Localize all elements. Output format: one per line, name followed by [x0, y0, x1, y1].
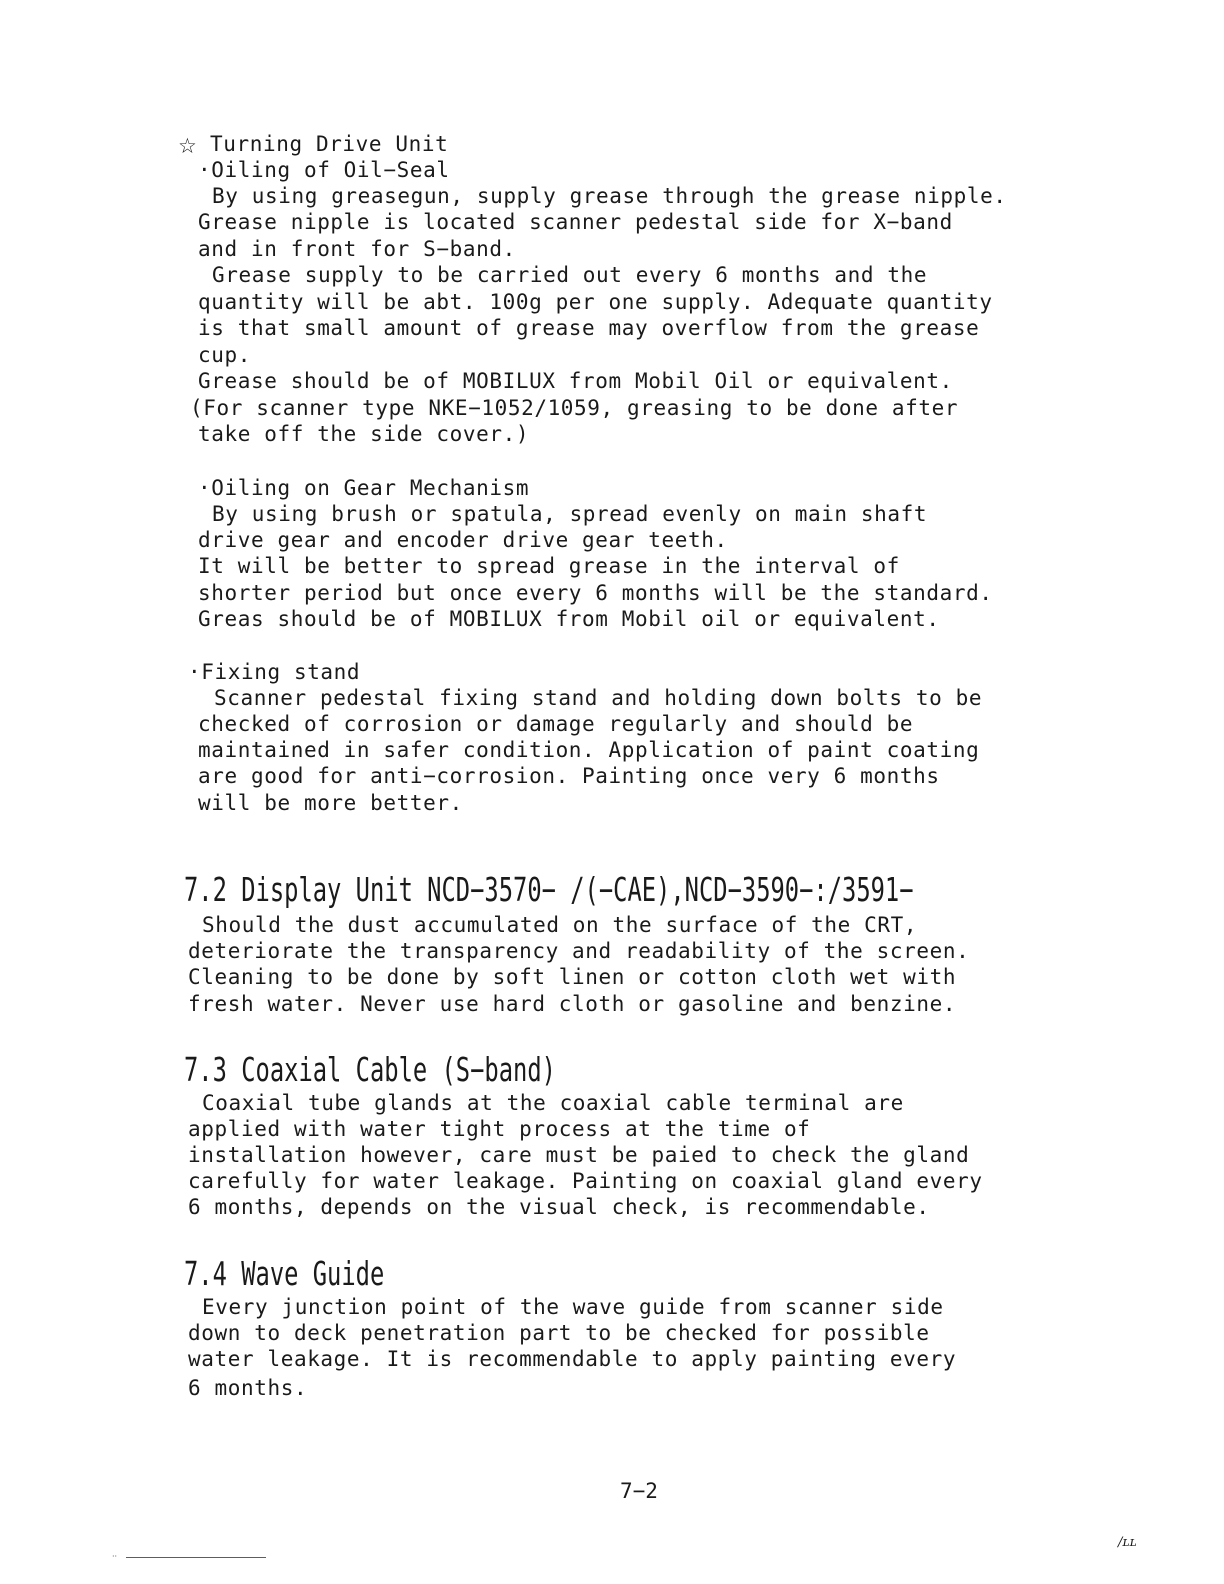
paragraph-line: installation however, care must be paied to check the gland — [188, 1143, 970, 1167]
paragraph-line: checked of corrosion or damage regularly and should be — [198, 712, 914, 736]
paragraph-line: 6 months. — [188, 1376, 308, 1400]
paragraph-line: carefully for water leakage. Painting on coaxial gland every — [188, 1169, 983, 1193]
page-number: 7−2 — [620, 1479, 658, 1503]
footer-mark: ·· — [112, 1552, 118, 1561]
section-title-turning-drive-unit: Turning Drive Unit — [210, 132, 449, 156]
paragraph-line: applied with water tight process at the time of — [188, 1117, 811, 1141]
paragraph-line: shorter period but once every 6 months will be the standard. — [198, 581, 993, 605]
paragraph-line: Greas should be of MOBILUX from Mobil oil or equivalent. — [198, 607, 940, 631]
subheading-fixing-stand: ·Fixing stand — [188, 660, 361, 684]
paragraph-line: Scanner pedestal fixing stand and holding down bolts to be — [214, 686, 983, 710]
paragraph-line: quantity will be abt. 100g per one supply. Adequate quantity — [198, 290, 993, 314]
paragraph-line: maintained in safer condition. Application of paint coating — [198, 738, 980, 762]
paragraph-line: Every junction point of the wave guide from scanner side — [202, 1295, 944, 1319]
paragraph-line: By using brush or spatula, spread evenly on main shaft — [212, 502, 928, 526]
paragraph-line: Should the dust accumulated on the surface of the CRT, — [202, 913, 918, 937]
paragraph-line: Coaxial tube glands at the coaxial cable terminal are — [202, 1091, 904, 1115]
subheading-oiling-oil-seal: ·Oiling of Oil−Seal — [198, 158, 450, 182]
paragraph-line: By using greasegun, supply grease through the grease nipple. — [212, 184, 1007, 208]
star-outline-icon: ☆ — [178, 134, 197, 158]
paragraph-line: cup. — [198, 343, 251, 367]
paragraph-line: are good for anti−corrosion. Painting once very 6 months — [198, 764, 940, 788]
paragraph-line: 6 months, depends on the visual check, is recommendable. — [188, 1195, 930, 1219]
paragraph-line: It will be better to spread grease in the interval of — [198, 554, 900, 578]
section-heading-coaxial-cable: 7.3 Coaxial Cable (S−band) — [184, 1050, 556, 1089]
paragraph-line: is that small amount of grease may overflow from the grease — [198, 316, 980, 340]
paragraph-line: drive gear and encoder drive gear teeth. — [198, 528, 728, 552]
paragraph-line: and in front for S−band. — [198, 237, 516, 261]
footer-rule — [126, 1557, 266, 1558]
paragraph-line: will be more better. — [198, 791, 463, 815]
paragraph-line: deteriorate the transparency and readability of the screen. — [188, 939, 970, 963]
subheading-oiling-gear-mechanism: ·Oiling on Gear Mechanism — [198, 476, 530, 500]
paragraph-line: Grease supply to be carried out every 6 months and the — [212, 263, 928, 287]
paragraph-line: take off the side cover.) — [198, 422, 530, 446]
section-heading-display-unit: 7.2 Display Unit NCD−3570− /(−CAE),NCD−3590−:/3591− — [184, 870, 914, 909]
paragraph-line: Cleaning to be done by soft linen or cotton cloth wet with — [188, 965, 957, 989]
paragraph-line: Grease nipple is located scanner pedestal side for X−band — [198, 210, 953, 234]
paragraph-line: down to deck penetration part to be checked for possible — [188, 1321, 930, 1345]
paragraph-line: (For scanner type NKE−1052/1059, greasing to be done after — [190, 396, 959, 420]
section-heading-wave-guide: 7.4 Wave Guide — [184, 1254, 385, 1293]
paragraph-line: fresh water. Never use hard cloth or gasoline and benzine. — [188, 992, 957, 1016]
paragraph-line: water leakage. It is recommendable to apply painting every — [188, 1347, 957, 1371]
margin-note: /ʟʟ — [1118, 1535, 1137, 1550]
paragraph-line: Grease should be of MOBILUX from Mobil Oil or equivalent. — [198, 369, 953, 393]
